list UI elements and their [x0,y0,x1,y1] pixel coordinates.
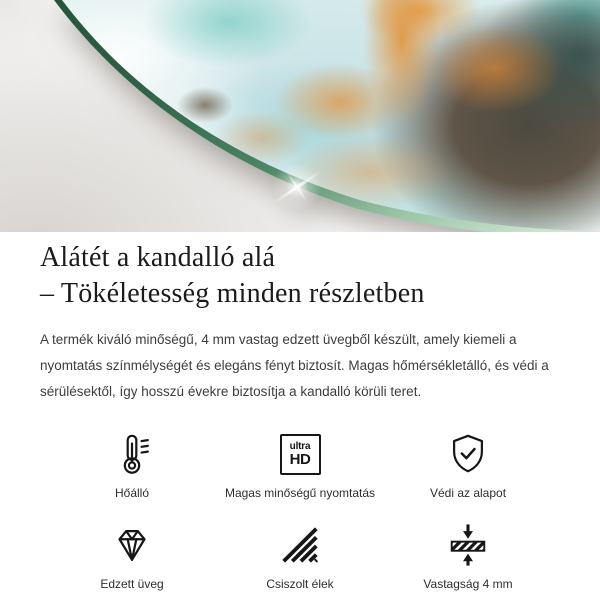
feature-label: Vastagság 4 mm [423,577,513,591]
ultra-hd-badge-bottom: HD [289,451,311,468]
product-description: A termék kiváló minőségű, 4 mm vastag edzett üvegből készült, amely kiemeli a nyomtatás színmélységét és elegáns fényt biztosít. Magas hőmérsékletálló, és védi a sérülésektől, így hosszú évekre biztosítja a kandalló körüli teret. [40,332,549,399]
feature-tempered-glass [48,522,216,591]
feature-protects-base [384,431,552,500]
feature-label: Csiszolt élek [266,577,334,591]
glass-mat-image [0,0,600,232]
page-title [40,240,560,312]
feature-heat-resistant [48,431,216,500]
features-grid [40,431,560,591]
feature-label: Edzett üveg [100,577,164,591]
feature-label: Hőálló [114,486,150,500]
thickness-icon [445,522,491,568]
product-info-section [0,232,600,591]
ultra-hd-icon [280,431,321,477]
feature-label: Védi az alapot [429,486,507,500]
ultra-hd-badge-top: ultra [289,441,311,452]
shield-check-icon [445,431,491,477]
sparkle-highlight-icon [268,158,326,216]
thermometer-icon [109,431,155,477]
feature-thickness [384,522,552,591]
feature-polished-edges [216,522,384,591]
page-title-line1: Alátét a kandalló alá [40,242,276,273]
polished-edges-icon [277,522,323,568]
feature-high-quality-print [216,431,384,500]
feature-label: Magas minőségű nyomtatás [224,486,376,500]
diamond-icon [109,522,155,568]
page-title-line2: – Tökéletesség minden részletben [40,278,425,309]
product-photo [0,0,600,232]
